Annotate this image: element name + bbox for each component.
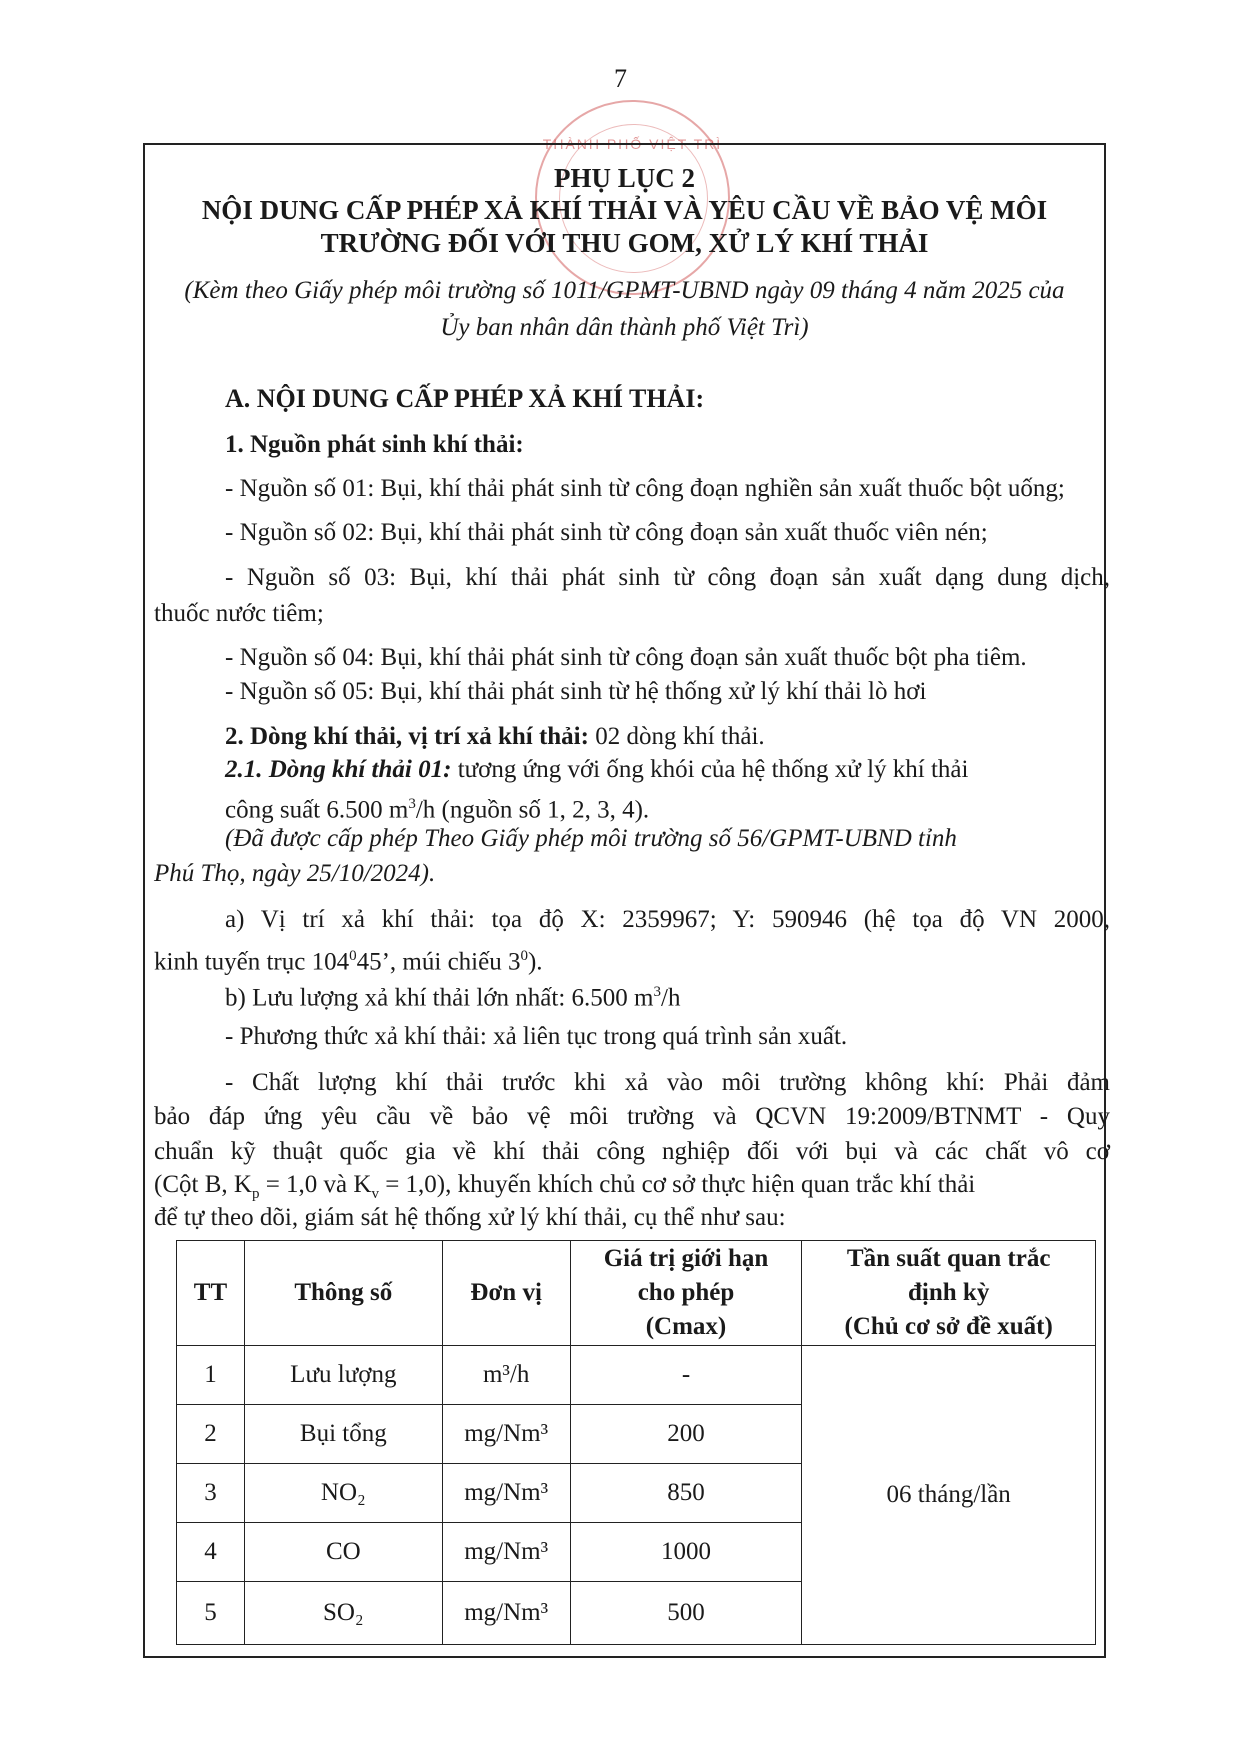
source-03-line-1: - Nguồn số 03: Bụi, khí thải phát sinh từ công đoạn sản xuất dạng dung dịch, (225, 564, 1110, 591)
source-02: - Nguồn số 02: Bụi, khí thải phát sinh từ công đoạn sản xuất thuốc viên nén; (225, 519, 988, 546)
flow1-licensed-line-2: Phú Thọ, ngày 25/10/2024). (154, 860, 436, 887)
flow1-label: 2.1. Dòng khí thải 01: (225, 756, 452, 783)
header-freq-line-3: (Chủ cơ sở đề xuất) (844, 1313, 1053, 1340)
flow1-desc: tương ứng với ống khói của hệ thống xử lý khí thải (451, 756, 969, 783)
quality-encourage: = 1,0), khuyến khích chủ cơ sở thực hiện quan trắc khí thải (378, 1171, 976, 1198)
header-limit-line-3: (Cmax) (645, 1313, 727, 1340)
flow-count: 02 dòng khí thải. (588, 723, 765, 750)
header-unit: Đơn vị (442, 1241, 570, 1346)
row-param: Bụi tổng (244, 1405, 442, 1464)
header-frequency (802, 1241, 1096, 1346)
subtitle-line-1: (Kèm theo Giấy phép môi trường số 1011/GPMT-UBND ngày 09 tháng 4 năm 2025 của (184, 277, 1065, 304)
table-row (177, 1346, 1096, 1405)
quality-kv: = 1,0 và K (259, 1171, 372, 1198)
section-a-heading: A. NỘI DUNG CẤP PHÉP XẢ KHÍ THẢI: (225, 384, 705, 413)
row-param: CO (244, 1523, 442, 1582)
quality-line-3: chuẩn kỹ thuật quốc gia về khí thải công nghiệp đối với bụi và các chất vô cơ (154, 1138, 1110, 1165)
position-meridian: kinh tuyến trục 104 (154, 948, 350, 976)
position-zone: 45’, múi chiếu 3 (356, 948, 521, 976)
row-limit: 850 (570, 1464, 802, 1523)
appendix-label: PHỤ LỤC 2 (554, 163, 695, 193)
quality-line-1: - Chất lượng khí thải trước khi xả vào môi trường không khí: Phải đảm (225, 1069, 1110, 1096)
subtitle-line-2: Ủy ban nhân dân thành phố Việt Trì) (440, 314, 809, 341)
position-line-2: kinh tuyến trục $104^045$’, múi chiếu $3^0$). (154, 948, 543, 976)
max-flow-suffix: /h (661, 984, 681, 1012)
flow1-line (225, 755, 968, 785)
flow-heading-line (225, 722, 765, 752)
source-05: - Nguồn số 05: Bụi, khí thải phát sinh từ hệ thống xử lý khí thải lò hơi (225, 678, 927, 705)
quality-col-b: (Cột B, K (154, 1171, 252, 1198)
quality-line-2: bảo đáp ứng yêu cầu về bảo vệ môi trường và QCVN 19:2009/BTNMT - Quy (154, 1103, 1110, 1130)
flow1-capacity: công suất 6.500 $m^3/h$ (nguồn số 1, 2, 3, 4). (225, 796, 650, 824)
row-unit: mg/Nm³ (442, 1405, 570, 1464)
header-limit-line-2: cho phép (637, 1279, 735, 1306)
quality-line-5: để tự theo dõi, giám sát hệ thống xử lý khí thải, cụ thể như sau: (154, 1204, 786, 1231)
sources-heading: 1. Nguồn phát sinh khí thải: (225, 431, 524, 458)
row-unit: m³/h (442, 1346, 570, 1405)
seal-text: THÀNH PHỐ VIỆT TRÌ (542, 136, 723, 152)
row-tt: 4 (177, 1523, 245, 1582)
source-04: - Nguồn số 04: Bụi, khí thải phát sinh từ công đoạn sản xuất thuốc bột pha tiêm. (225, 644, 1027, 671)
row-unit: mg/Nm³ (442, 1464, 570, 1523)
row-unit: mg/Nm³ (442, 1582, 570, 1645)
table-header-row (177, 1241, 1096, 1346)
row-param: Lưu lượng (244, 1346, 442, 1405)
monitoring-frequency: 06 tháng/lần (802, 1346, 1096, 1645)
row-limit: 1000 (570, 1523, 802, 1582)
source-03-line-2: thuốc nước tiêm; (154, 600, 324, 627)
header-limit (570, 1241, 802, 1346)
row-tt: 1 (177, 1346, 245, 1405)
page-number: 7 (614, 64, 627, 93)
flow1-capacity-prefix: công suất 6.500 m (225, 796, 409, 824)
flow-heading: 2. Dòng khí thải, vị trí xả khí thải: (225, 723, 589, 750)
header-param: Thông số (244, 1241, 442, 1346)
header-freq-line-2: định kỳ (908, 1279, 990, 1306)
row-tt: 5 (177, 1582, 245, 1645)
row-limit: 500 (570, 1582, 802, 1645)
row-unit: mg/Nm³ (442, 1523, 570, 1582)
flow1-licensed-line-1: (Đã được cấp phép Theo Giấy phép môi trường số 56/GPMT-UBND tỉnh (225, 825, 957, 852)
position-end: ). (527, 948, 543, 976)
row-tt: 3 (177, 1464, 245, 1523)
header-freq-line-1: Tần suất quan trắc (846, 1245, 1051, 1272)
row-limit: - (570, 1346, 802, 1405)
header-limit-line-1: Giá trị giới hạn (603, 1245, 769, 1272)
header-tt: TT (177, 1241, 245, 1346)
title-line-2: TRƯỜNG ĐỐI VỚI THU GOM, XỬ LÝ KHÍ THẢI (320, 228, 929, 258)
row-param: NO₂ (244, 1464, 442, 1523)
max-flow: b) Lưu lượng xả khí thải lớn nhất: 6.500 $m^3/h$ (225, 984, 681, 1012)
flow1-capacity-suffix: /h (nguồn số 1, 2, 3, 4). (415, 796, 650, 824)
max-flow-prefix: b) Lưu lượng xả khí thải lớn nhất: 6.500 m (225, 984, 654, 1012)
row-param: SO₂ (244, 1582, 442, 1645)
row-tt: 2 (177, 1405, 245, 1464)
discharge-method: - Phương thức xả khí thải: xả liên tục trong quá trình sản xuất. (225, 1023, 848, 1050)
source-01: - Nguồn số 01: Bụi, khí thải phát sinh từ công đoạn nghiền sản xuất thuốc bột uống; (225, 475, 1065, 502)
position-line-1: a) Vị trí xả khí thải: tọa độ X: 2359967; Y: 590946 (hệ tọa độ VN 2000, (225, 906, 1110, 933)
emission-limits-table (176, 1240, 1096, 1645)
row-limit: 200 (570, 1405, 802, 1464)
title-line-1: NỘI DUNG CẤP PHÉP XẢ KHÍ THẢI VÀ YÊU CẦU VỀ BẢO VỆ MÔI (201, 195, 1048, 225)
quality-line-4: (Cột B, $K_p = 1,0$ và $K_v = 1,0$), khuyến khích chủ cơ sở thực hiện quan trắc khí thải (154, 1171, 976, 1202)
